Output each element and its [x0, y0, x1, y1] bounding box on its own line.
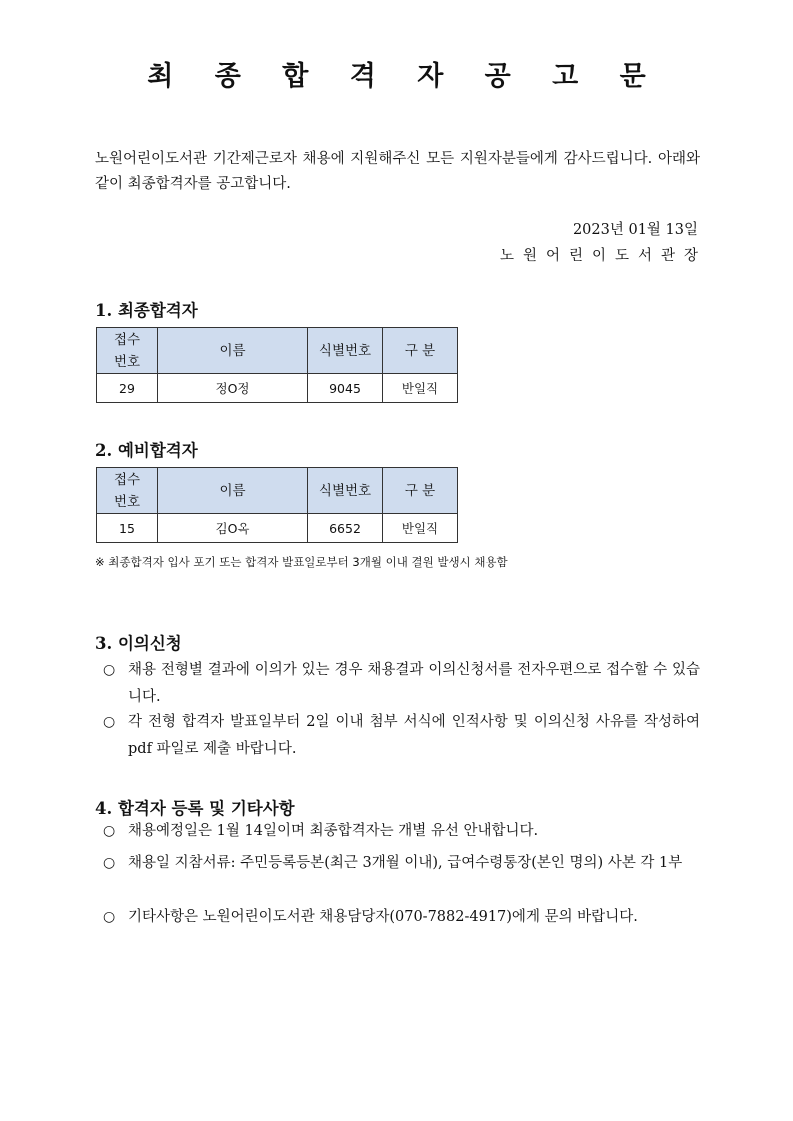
list-item [103, 904, 700, 931]
list-item-text: 각 전형 합격자 발표일부터 2일 이내 첨부 서식에 인적사항 및 이의신청 사유를 작성하여 pdf 파일로 제출 바랍니다. [128, 714, 700, 757]
list-item-text: 채용일 지참서류: 주민등록등본(최근 3개월 이내), 급여수령통장(본인 명의) 사본 각 1부 [128, 855, 683, 871]
announcement-date: 2023년 01월 13일 [572, 222, 698, 238]
section-final-heading: 1. 최종합격자 [95, 301, 198, 320]
section-objection-heading: 3. 이의신청 [95, 634, 182, 653]
bullet-circle-icon: ○ [103, 855, 116, 871]
list-item [103, 657, 700, 711]
cell-name: 정O정 [158, 374, 308, 403]
header-receipt-no: 접수 번호 [97, 468, 158, 514]
list-item [103, 709, 700, 763]
table-header-row [97, 328, 458, 374]
header-receipt-no: 접수 번호 [97, 328, 158, 374]
list-item [103, 818, 700, 845]
bullet-circle-icon: ○ [103, 662, 116, 678]
intro-paragraph: 노원어린이도서관 기간제근로자 채용에 지원해주신 모든 지원자분들에게 감사드립니다. 아래와 같이 최종합격자를 공고합니다. [95, 151, 700, 192]
cell-receipt-no: 15 [97, 514, 158, 543]
cell-id-no: 6652 [308, 514, 383, 543]
page-title: 최 종 합 격 자 공 고 문 [147, 61, 662, 92]
table-row [97, 374, 458, 403]
header-id-no: 식별번호 [308, 328, 383, 374]
bullet-circle-icon: ○ [103, 909, 116, 925]
list-item-text: 채용 전형별 결과에 이의가 있는 경우 채용결과 이의신청서를 전자우편으로 접수할 수 있습니다. [128, 662, 700, 705]
table-header-row [97, 468, 458, 514]
section-registration-heading: 4. 합격자 등록 및 기타사항 [95, 799, 295, 818]
header-name: 이름 [158, 468, 308, 514]
header-name: 이름 [158, 328, 308, 374]
list-item [103, 850, 700, 877]
cell-category: 반일직 [383, 514, 458, 543]
header-id-no: 식별번호 [308, 468, 383, 514]
list-item-text: 기타사항은 노원어린이도서관 채용담당자(070-7882-4917)에게 문의 바랍니다. [128, 909, 638, 925]
organization-signature: 노원어린이도서관장 [499, 248, 707, 264]
reserve-passers-table [96, 467, 458, 543]
list-item-text: 채용예정일은 1월 14일이며 최종합격자는 개별 유선 안내합니다. [128, 823, 539, 839]
header-category: 구 분 [383, 328, 458, 374]
bullet-circle-icon: ○ [103, 714, 116, 730]
reserve-note: ※ 최종합격자 입사 포기 또는 합격자 발표일로부터 3개월 이내 결원 발생시 채용함 [95, 555, 508, 569]
header-category: 구 분 [383, 468, 458, 514]
cell-name: 김O옥 [158, 514, 308, 543]
final-passers-table [96, 327, 458, 403]
bullet-circle-icon: ○ [103, 823, 116, 839]
cell-receipt-no: 29 [97, 374, 158, 403]
table-row [97, 514, 458, 543]
section-reserve-heading: 2. 예비합격자 [95, 441, 198, 460]
cell-id-no: 9045 [308, 374, 383, 403]
cell-category: 반일직 [383, 374, 458, 403]
